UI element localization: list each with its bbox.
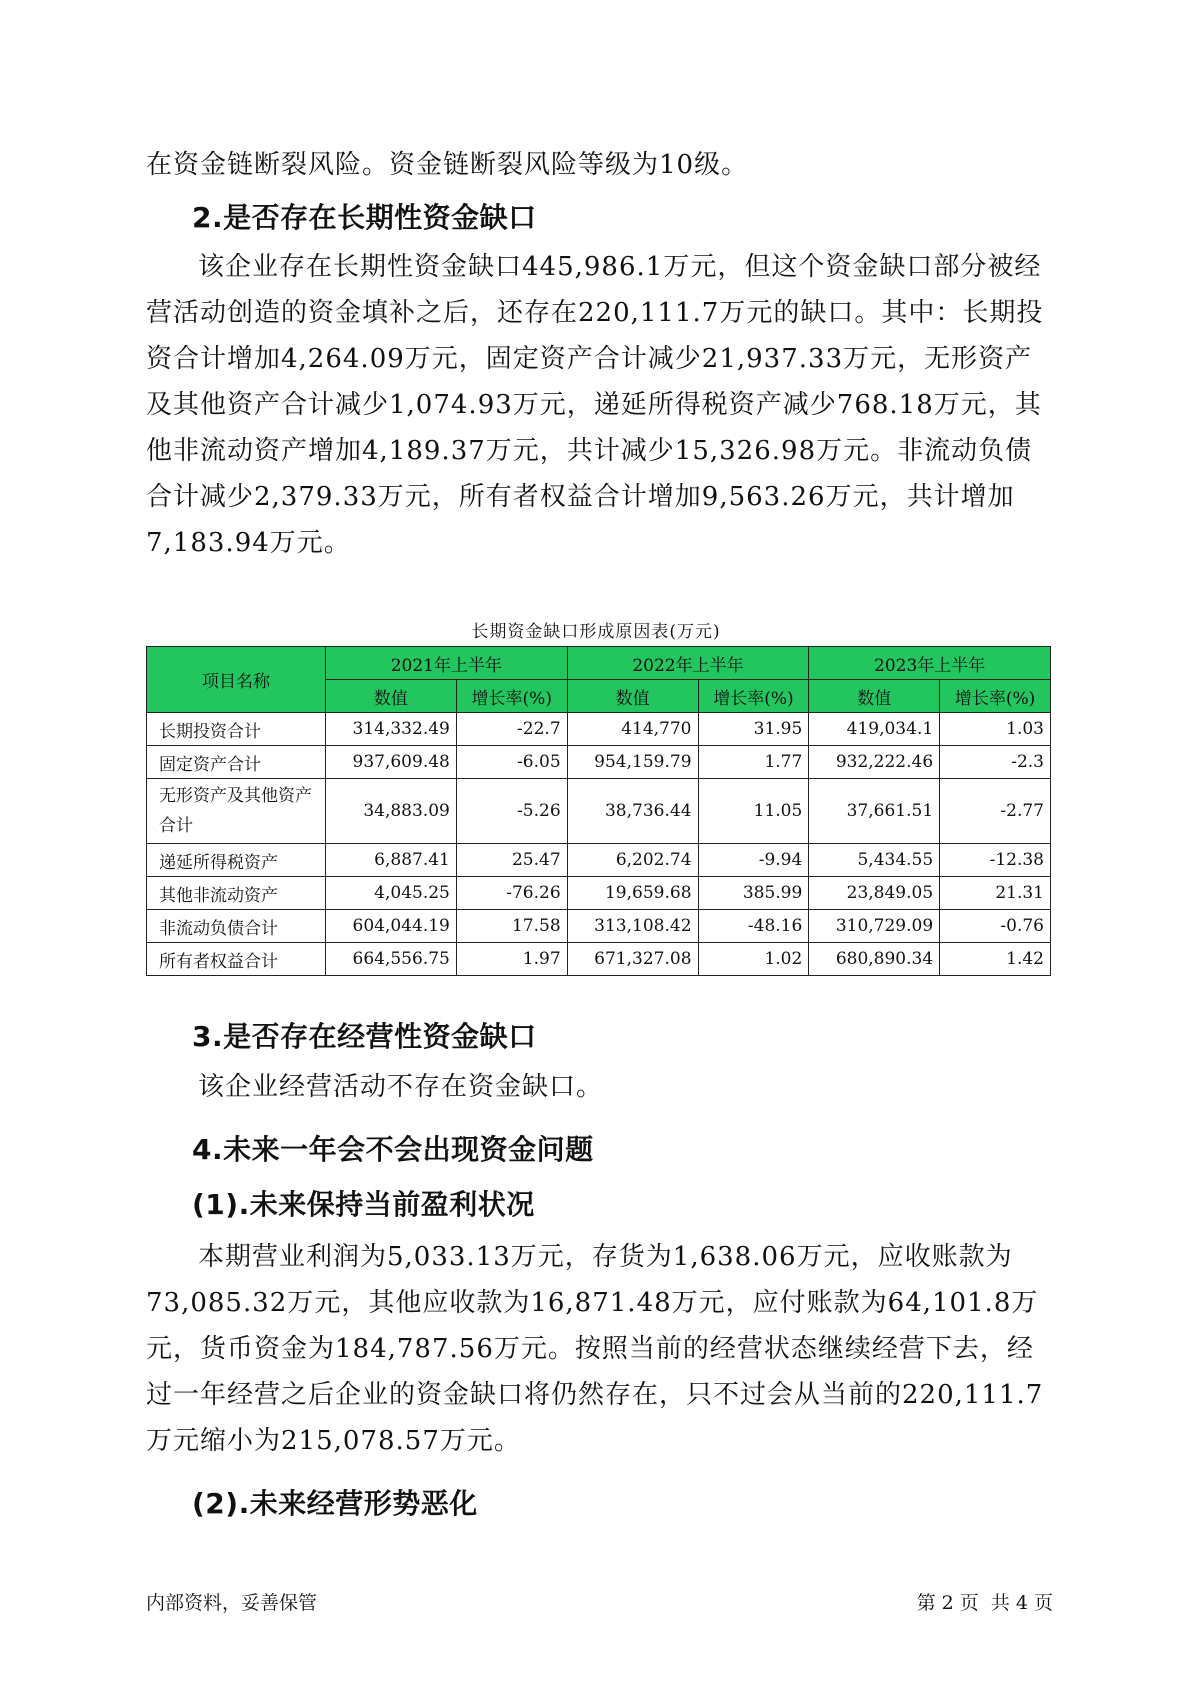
- value-header: 数值: [809, 680, 940, 713]
- table-cell: 313,108.42: [567, 910, 698, 943]
- page-number: 第 2 页 共 4 页: [916, 1592, 1053, 1614]
- table-cell: 38,736.44: [567, 779, 698, 844]
- table-cell: 310,729.09: [809, 910, 940, 943]
- table-cell: 23,849.05: [809, 877, 940, 910]
- table-cell: 671,327.08: [567, 943, 698, 976]
- table-cell: -0.76: [940, 910, 1051, 943]
- section-3-heading: 3.是否存在经营性资金缺口: [192, 1020, 537, 1053]
- period-header: 2021年上半年: [326, 647, 568, 680]
- table-cell: -48.16: [698, 910, 809, 943]
- table-cell: 19,659.68: [567, 877, 698, 910]
- growth-header: 增长率(%): [698, 680, 809, 713]
- table-cell: 414,770: [567, 713, 698, 746]
- table-cell: -76.26: [456, 877, 567, 910]
- table-row: [147, 943, 1051, 976]
- period-header: 2023年上半年: [809, 647, 1051, 680]
- table-cell: 385.99: [698, 877, 809, 910]
- section-2-body: 该企业存在长期性资金缺口445,986.1万元，但这个资金缺口部分被经营活动创造的资金填补之后，还存在220,111.7万元的缺口。其中：长期投资合计增加4,264.09万元，固定资产合计减少21,937.33万元，无形资产及其他资产合计减少1,074.93万元，递延所得税资产减少768.18万元，其他非流动资产增加4,189.37万元，共计减少15,326.98万元。非流动负债合计减少2,379.33万元，所有者权益合计增加9,563.26万元，共计增加7,183.94万元。: [146, 252, 1044, 558]
- table-cell: 680,890.34: [809, 943, 940, 976]
- table-cell: 37,661.51: [809, 779, 940, 844]
- table-row: [147, 910, 1051, 943]
- table-cell: 1.42: [940, 943, 1051, 976]
- table-cell: 1.97: [456, 943, 567, 976]
- table-cell: 604,044.19: [326, 910, 457, 943]
- table-cell: 17.58: [456, 910, 567, 943]
- growth-header: 增长率(%): [456, 680, 567, 713]
- table-cell: 21.31: [940, 877, 1051, 910]
- row-label: 长期投资合计: [147, 713, 326, 746]
- table-cell: 5,434.55: [809, 844, 940, 877]
- table-cell: 937,609.48: [326, 746, 457, 779]
- subsection-1-body: 本期营业利润为5,033.13万元，存货为1,638.06万元，应收账款为73,085.32万元，其他应收款为16,871.48万元，应付账款为64,101.8万元，货币资金为184,787.56万元。按照当前的经营状态继续经营下去，经过一年经营之后企业的资金缺口将仍然存在，只不过会从当前的220,111.7万元缩小为215,078.57万元。: [146, 1242, 1044, 1456]
- table-row: [147, 877, 1051, 910]
- intro-paragraph: 在资金链断裂风险。资金链断裂风险等级为10级。: [146, 150, 749, 180]
- subsection-1-heading: (1).未来保持当前盈利状况: [192, 1188, 535, 1221]
- table-cell: 1.03: [940, 713, 1051, 746]
- section-4-heading: 4.未来一年会不会出现资金问题: [192, 1133, 594, 1166]
- value-header: 数值: [326, 680, 457, 713]
- column-header-name: 项目名称: [147, 647, 326, 713]
- table-cell: 664,556.75: [326, 943, 457, 976]
- table-cell: 314,332.49: [326, 713, 457, 746]
- subsection-2-heading: (2).未来经营形势恶化: [192, 1487, 478, 1520]
- row-label: 无形资产及其他资产合计: [147, 779, 326, 844]
- table-cell: -6.05: [456, 746, 567, 779]
- table-cell: 954,159.79: [567, 746, 698, 779]
- table-cell: 6,202.74: [567, 844, 698, 877]
- table-caption: 长期资金缺口形成原因表(万元): [471, 622, 721, 642]
- table-cell: -12.38: [940, 844, 1051, 877]
- footer-confidential: 内部资料，妥善保管: [146, 1592, 318, 1614]
- table-cell: 1.02: [698, 943, 809, 976]
- value-header: 数值: [567, 680, 698, 713]
- table-row: [147, 844, 1051, 877]
- growth-header: 增长率(%): [940, 680, 1051, 713]
- row-label: 非流动负债合计: [147, 910, 326, 943]
- table-cell: -2.77: [940, 779, 1051, 844]
- table-row: [147, 713, 1051, 746]
- row-label: 固定资产合计: [147, 746, 326, 779]
- period-header: 2022年上半年: [567, 647, 809, 680]
- table-cell: 25.47: [456, 844, 567, 877]
- table-cell: -22.7: [456, 713, 567, 746]
- table-cell: 6,887.41: [326, 844, 457, 877]
- table-cell: 4,045.25: [326, 877, 457, 910]
- table-row: [147, 779, 1051, 844]
- table-cell: 932,222.46: [809, 746, 940, 779]
- row-label: 所有者权益合计: [147, 943, 326, 976]
- table-cell: -2.3: [940, 746, 1051, 779]
- table-cell: 11.05: [698, 779, 809, 844]
- table-cell: 34,883.09: [326, 779, 457, 844]
- row-label: 其他非流动资产: [147, 877, 326, 910]
- table-cell: -5.26: [456, 779, 567, 844]
- table-cell: 1.77: [698, 746, 809, 779]
- section-3-body: 该企业经营活动不存在资金缺口。: [198, 1072, 604, 1102]
- row-label: 递延所得税资产: [147, 844, 326, 877]
- table-cell: -9.94: [698, 844, 809, 877]
- long-term-gap-table: [146, 646, 1051, 976]
- table-cell: 31.95: [698, 713, 809, 746]
- table-row: [147, 746, 1051, 779]
- table-cell: 419,034.1: [809, 713, 940, 746]
- section-2-heading: 2.是否存在长期性资金缺口: [192, 201, 537, 234]
